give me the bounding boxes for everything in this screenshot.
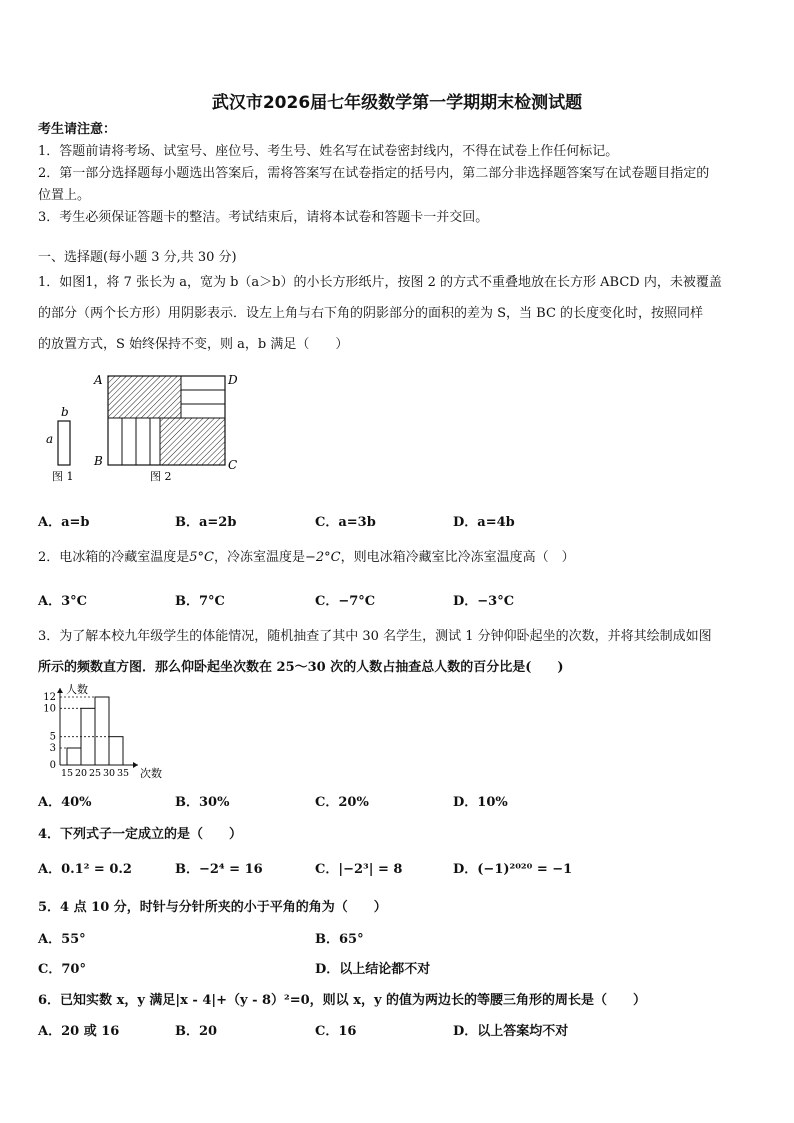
- q2-text-pre: 2．电冰箱的冷藏室温度是: [38, 550, 190, 565]
- fig2-caption: 图 2: [150, 470, 172, 483]
- notice-item-1: 1．答题前请将考场、试室号、座位号、考生号、姓名写在试卷密封线内，不得在试卷上作任何标记。: [38, 144, 619, 159]
- q5-option-b: B．65°: [315, 932, 364, 947]
- bottom-right-shaded: [160, 418, 225, 465]
- label-A: A: [94, 373, 103, 387]
- x-tick-label: 15: [60, 768, 74, 779]
- q6-text: 6．已知实数 x，y 满足|x - 4|+（y - 8）²=0，则以 x，y 的值为两边长的等腰三角形的周长是（ ）: [38, 993, 647, 1008]
- histogram-bar: [67, 748, 81, 765]
- q1-figure: [38, 368, 268, 488]
- q5-text: 5．4 点 10 分，时针与分针所夹的小于平角的角为（ ）: [38, 900, 387, 915]
- y-tick-label: 3: [49, 743, 56, 754]
- bottom-left-stack: [122, 418, 136, 465]
- q2-temp-fridge: 5°C: [189, 550, 214, 565]
- top-right-stack: [181, 390, 225, 404]
- histogram-bar: [95, 697, 109, 765]
- y-axis-arrow: [57, 688, 63, 693]
- q3-histogram: [38, 683, 178, 783]
- top-right-stack: [181, 404, 225, 418]
- q6-option-a: A．20 或 16: [38, 1024, 120, 1039]
- q4-option-c: C．|−2³| = 8: [315, 862, 403, 877]
- notice-item-2: 2．第一部分选择题每小题选出答案后，需将答案写在试卷指定的括号内，第二部分非选择题答案写在试卷题目指定的: [38, 166, 710, 181]
- q2-option-b: B．7°C: [175, 594, 225, 609]
- q4-text: 4．下列式子一定成立的是（ ）: [38, 827, 243, 842]
- y-tick-label: 10: [43, 703, 56, 715]
- y-axis-label: 人数: [66, 683, 88, 696]
- q4-option-d: D．(−1)²⁰²⁰ = −1: [453, 862, 573, 877]
- q1-option-d: D．a=4b: [453, 515, 515, 530]
- fig1-rectangle: [58, 421, 70, 465]
- q2-option-d: D．−3°C: [453, 594, 515, 609]
- y-tick-label: 5: [49, 731, 56, 743]
- top-right-stack: [181, 376, 225, 390]
- q4-option-a: A．0.1² = 0.2: [38, 862, 132, 877]
- notice-item-2-cont: 位置上。: [38, 188, 91, 203]
- q2-temp-freezer: −2°C: [305, 550, 341, 565]
- label-C: C: [228, 458, 238, 472]
- q2-text: [38, 546, 575, 565]
- section-heading: 一、选择题(每小题 3 分,共 30 分): [38, 250, 237, 265]
- q3-option-c: C．20%: [315, 795, 369, 810]
- q4-option-b: B．−2⁴ = 16: [175, 862, 263, 877]
- q3-line-1: 3．为了解本校九年级学生的体能情况，随机抽查了其中 30 名学生，测试 1 分钟仰卧起坐的次数，并将其绘制成如图: [38, 629, 712, 644]
- q3-option-b: B．30%: [175, 795, 230, 810]
- label-B: B: [94, 454, 103, 468]
- fig1-label-a: a: [46, 432, 54, 446]
- x-tick-label: 35: [116, 768, 130, 779]
- q1-option-b: B．a=2b: [175, 515, 237, 530]
- q3-option-d: D．10%: [453, 795, 508, 810]
- notice-item-3: 3．考生必须保证答题卡的整洁。考试结束后，请将本试卷和答题卡一并交回。: [38, 210, 489, 225]
- label-D: D: [228, 373, 238, 387]
- q6-option-c: C．16: [315, 1024, 357, 1039]
- q3-option-a: A．40%: [38, 795, 92, 810]
- q2-option-c: C．−7°C: [315, 594, 376, 609]
- page-title: 武汉市2026届七年级数学第一学期期末检测试题: [211, 93, 583, 113]
- q3-line-2: 所示的频数直方图．那么仰卧起坐次数在 25～30 次的人数占抽查总人数的百分比是( ): [38, 660, 564, 675]
- q5-option-c: C．70°: [38, 962, 86, 977]
- bottom-left-stack: [150, 418, 160, 465]
- q1-option-c: C．a=3b: [315, 515, 376, 530]
- x-tick-label: 25: [88, 768, 102, 779]
- q1-option-a: A．a=b: [38, 515, 90, 530]
- q2-text-mid: ，冷冻室温度是: [214, 550, 306, 565]
- q5-option-a: A．55°: [38, 932, 86, 947]
- histogram-bar: [109, 737, 123, 765]
- q1-line-1: 1．如图1，将 7 张长为 a，宽为 b（a＞b）的小长方形纸片，按图 2 的方式不重叠地放在长方形 ABCD 内，未被覆盖: [38, 275, 722, 290]
- q2-option-a: A．3°C: [38, 594, 87, 609]
- fig1-caption: 图 1: [52, 470, 74, 483]
- bottom-left-stack: [108, 418, 122, 465]
- y-tick-label: 0: [49, 760, 56, 771]
- y-tick-label: 12: [43, 692, 56, 703]
- bottom-left-stack: [136, 418, 150, 465]
- x-axis-arrow: [133, 762, 138, 768]
- q2-text-post: ，则电冰箱冷藏室比冷冻室温度高（ ）: [340, 550, 575, 565]
- x-tick-label: 30: [102, 768, 116, 779]
- notice-heading: 考生请注意：: [38, 122, 117, 137]
- q1-line-3: 的放置方式，S 始终保持不变，则 a，b 满足（ ）: [38, 337, 349, 352]
- x-tick-label: 20: [74, 768, 88, 779]
- q5-option-d: D．以上结论都不对: [315, 962, 431, 977]
- q1-line-2: 的部分（两个长方形）用阴影表示．设左上角与右下角的阴影部分的面积的差为 S，当 BC 的长度变化时，按照同样: [38, 306, 704, 321]
- q6-option-b: B．20: [175, 1024, 218, 1039]
- x-axis-label: 次数: [140, 767, 162, 780]
- q6-option-d: D．以上答案均不对: [453, 1024, 569, 1039]
- top-left-shaded: [108, 376, 181, 418]
- fig1-label-b: b: [61, 405, 69, 419]
